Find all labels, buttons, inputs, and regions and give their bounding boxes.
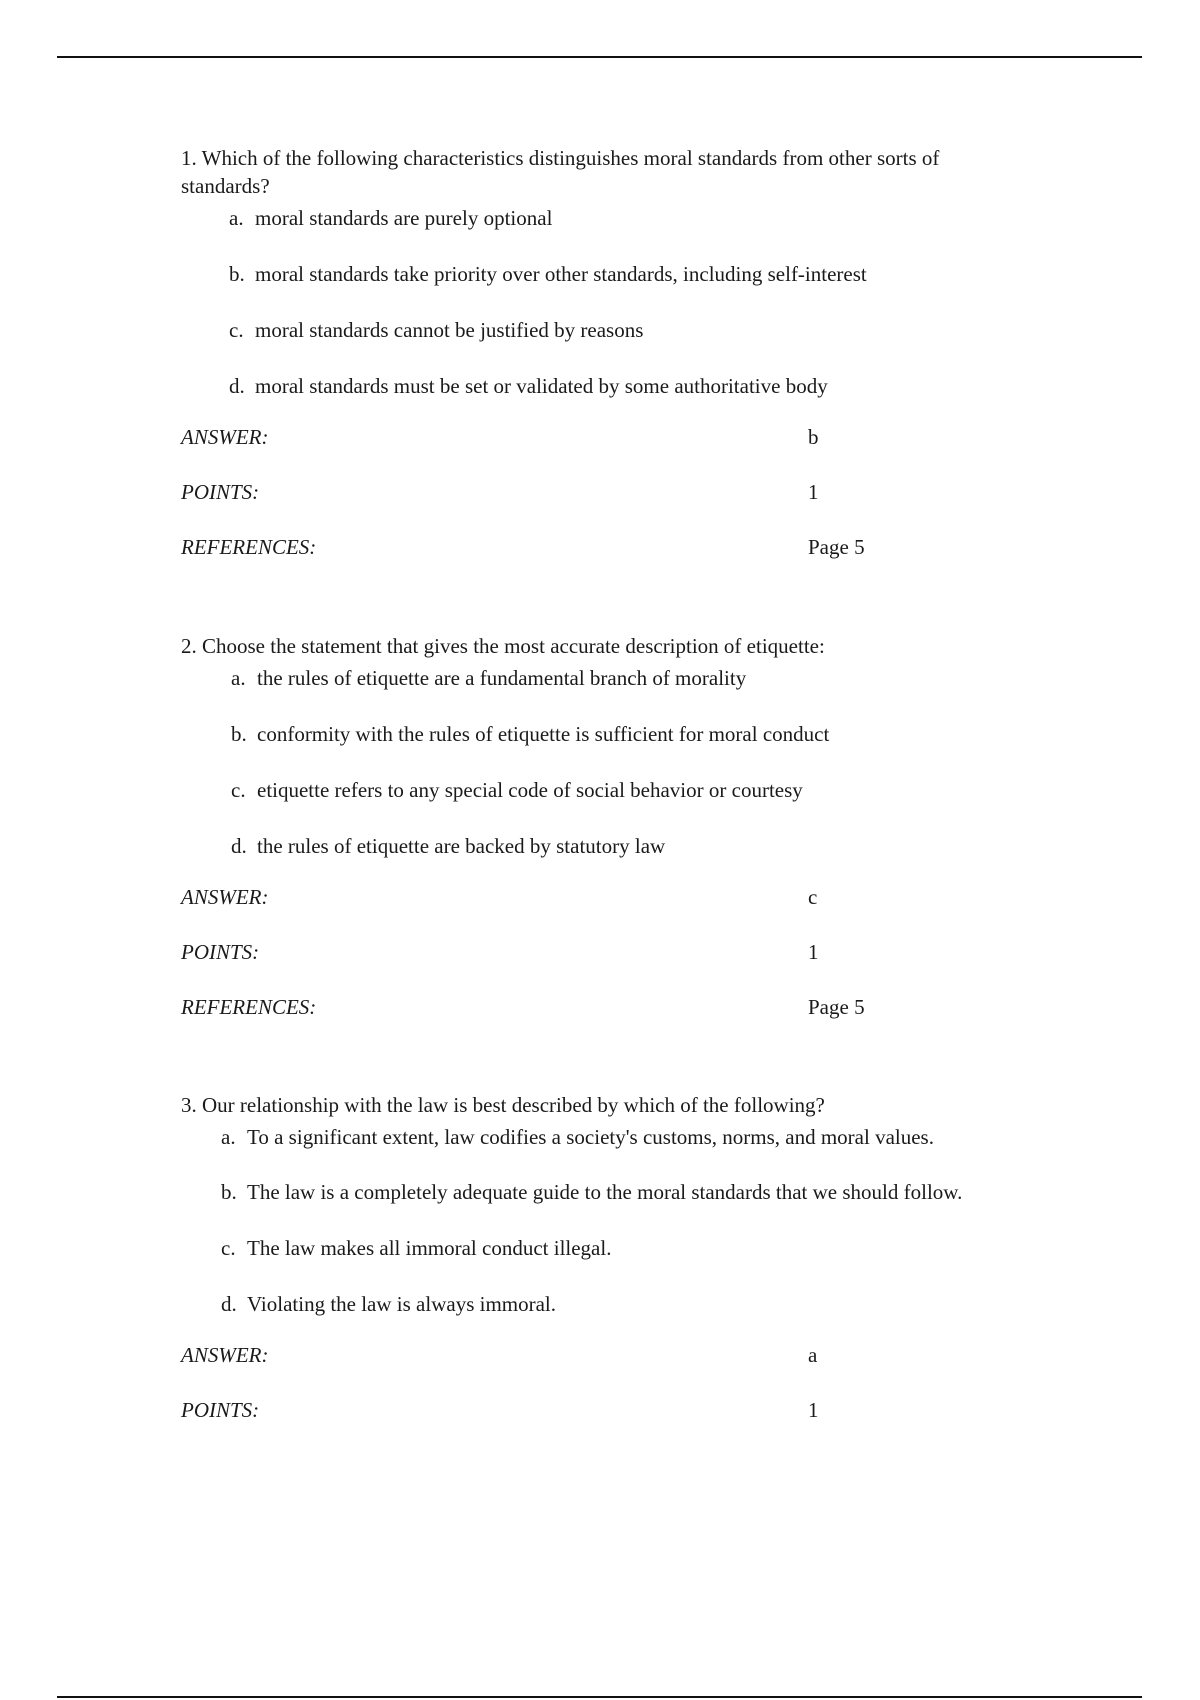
points-label: POINTS:	[181, 940, 260, 964]
answer-label: ANSWER:	[181, 885, 269, 909]
option-list	[221, 1123, 1021, 1318]
answer-row	[181, 423, 1021, 451]
answer-row	[181, 883, 1021, 911]
option-text: To a significant extent, law codifies a society's customs, norms, and moral values.	[247, 1125, 934, 1149]
option-a	[229, 204, 1021, 232]
option-d	[231, 832, 1021, 860]
answer-meta	[181, 883, 1021, 1021]
option-b	[221, 1178, 1021, 1206]
option-d	[229, 372, 1021, 400]
points-row	[181, 478, 1021, 506]
option-list	[229, 204, 1021, 400]
option-c	[231, 776, 1021, 804]
option-text: moral standards are purely optional	[255, 206, 553, 230]
answer-row	[181, 1341, 1021, 1369]
option-letter: c.	[231, 778, 246, 802]
option-a	[221, 1123, 1021, 1151]
references-value: Page 5	[808, 535, 865, 559]
option-letter: a.	[221, 1125, 236, 1149]
option-b	[231, 720, 1021, 748]
option-text: etiquette refers to any special code of social behavior or courtesy	[257, 778, 803, 802]
option-letter: b.	[229, 262, 245, 286]
answer-label: ANSWER:	[181, 425, 269, 449]
points-label: POINTS:	[181, 480, 260, 504]
option-text: conformity with the rules of etiquette is sufficient for moral conduct	[257, 722, 830, 746]
option-text: moral standards take priority over other standards, including self-interest	[255, 262, 867, 286]
points-value: 1	[808, 1398, 819, 1422]
option-letter: d.	[231, 834, 247, 858]
option-letter: c.	[221, 1236, 236, 1260]
answer-meta	[181, 423, 1021, 561]
references-value: Page 5	[808, 995, 865, 1019]
option-text: the rules of etiquette are a fundamental branch of morality	[257, 666, 747, 690]
option-letter: d.	[229, 374, 245, 398]
references-label: REFERENCES:	[181, 535, 317, 559]
question-3	[181, 1091, 1021, 1451]
references-label: REFERENCES:	[181, 995, 317, 1019]
points-label: POINTS:	[181, 1398, 260, 1422]
answer-label: ANSWER:	[181, 1343, 269, 1367]
answer-value: a	[808, 1343, 818, 1367]
points-value: 1	[808, 480, 819, 504]
option-text: moral standards must be set or validated by some authoritative body	[255, 374, 828, 398]
question-2	[181, 632, 1021, 1048]
option-a	[231, 664, 1021, 692]
points-row	[181, 1396, 1021, 1424]
question-1	[181, 144, 1021, 588]
bottom-rule	[57, 1696, 1142, 1698]
option-letter: c.	[229, 318, 244, 342]
option-text: moral standards cannot be justified by reasons	[255, 318, 644, 342]
points-value: 1	[808, 940, 819, 964]
option-text: The law is a completely adequate guide to the moral standards that we should follow.	[247, 1180, 963, 1204]
answer-value: c	[808, 885, 818, 909]
option-text: the rules of etiquette are backed by statutory law	[257, 834, 666, 858]
top-rule	[57, 56, 1142, 58]
references-row	[181, 993, 1021, 1021]
option-letter: a.	[231, 666, 246, 690]
option-letter: d.	[221, 1292, 237, 1316]
question-stem: 2. Choose the statement that gives the most accurate description of etiquette:	[181, 634, 825, 658]
question-stem: 1. Which of the following characteristics distinguishes moral standards from other sorts of standards?	[181, 146, 940, 198]
answer-value: b	[808, 425, 819, 449]
option-text: Violating the law is always immoral.	[247, 1292, 557, 1316]
option-d	[221, 1290, 1021, 1318]
answer-meta	[181, 1341, 1021, 1424]
question-stem: 3. Our relationship with the law is best described by which of the following?	[181, 1093, 825, 1117]
option-letter: b.	[231, 722, 247, 746]
option-b	[229, 260, 1021, 288]
points-row	[181, 938, 1021, 966]
option-text: The law makes all immoral conduct illegal.	[247, 1236, 612, 1260]
option-list	[231, 664, 1021, 860]
option-c	[221, 1234, 1021, 1262]
references-row	[181, 533, 1021, 561]
option-letter: b.	[221, 1180, 237, 1204]
option-letter: a.	[229, 206, 244, 230]
option-c	[229, 316, 1021, 344]
